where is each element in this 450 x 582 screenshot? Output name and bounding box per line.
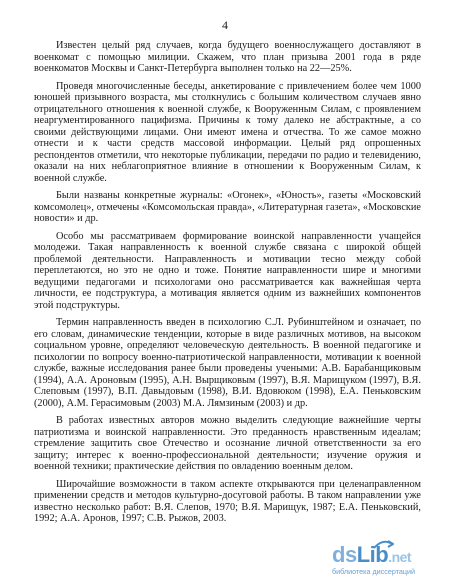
- paragraph-6: В работах известных авторов можно выделить следующие важнейшие черты патриотизма и воинской направленности. Это преданность нравственным идеалам; стремление защитить свое Отечество и осознание личной ответственности за его защиту; интерес к военно-профессиональной деятельности; изучение оружия и военной техники; практические действия по овладению военным делом.: [34, 415, 421, 472]
- logo-ds: ds: [332, 542, 357, 567]
- paragraph-1: Известен целый ряд случаев, когда будущего военнослужащего доставляют в военкомат с помощью милиции. Скажем, что план призыва 2001 года в ряде военкоматов Москвы и Санкт-Петербурга выполнен только на 22—25%.: [34, 40, 421, 74]
- paragraph-7: Широчайшие возможности в таком аспекте открываются при целенаправленном применении средств и методов культурно-досуговой работы. В таком направлении уже известно несколько работ: В.Я. Слепов, 1970; В.Я. Марищук, 1987; Е.А. Пеньковский, 1992; А.А. Аронов, 1997; С.В. Рыжов, 2003.: [34, 478, 421, 524]
- dslib-watermark[interactable]: [332, 542, 442, 578]
- paragraph-5: Термин направленность введен в психологию С.Л. Рубинштейном и означает, по его словам, динамические тенденции, которые в виде различных мотивов, на высоком социальном уровне, определяют человеческую деятельность. В военной педагогике и психологии по вопросу военно-патриотической направленности, мотивации к военной службе, важные исследования ранее были проведены учеными: А.В. Барабанщиковым (1994), А.А. Ароновым (1995), А.Н. Вырщиковым (1997), В.Я. Марищуком (1997), В.Я. Слеповым (1997), В.П. Давыдовым (1998), В.И. Вдовюком (1998), Е.А. Пеньковским (2000), А.М. Герасимовым (2003) М.А. Лямзиным (2003) и др.: [34, 317, 421, 409]
- paragraph-3: Были названы конкретные журналы: «Огонек», «Юность», газеты «Московский комсомолец», отмечены «Комсомольская правда», «Литературная газета», «Московские новости» и др.: [34, 190, 421, 224]
- document-body: [34, 40, 421, 531]
- dslib-logo: [332, 542, 411, 568]
- logo-lib: Lib: [356, 542, 389, 567]
- logo-net: .net: [388, 549, 412, 565]
- paragraph-4: Особо мы рассматриваем формирование воинской направленности учащейся молодежи. Такая направленность к военной службе связана с широкой общей проблемой деятельности. Направленность и мотивации тесно между собой переплетаются, но это не одно и тоже. Понятие направленности шире и многими ведущими педагогами и психологами оно рассматривается как важнейшая черта личности, ее подструктура, а мотивация является одним из важнейших компонентов этой подструктуры.: [34, 230, 421, 311]
- paragraph-2: Проведя многочисленные беседы, анкетирование с привлечением более чем 1000 юношей призывного возраста, мы столкнулись с большим количеством случаев явно отрицательного отношения к военной службе, к Вооруженным Силам, с проявлением неаргументированного пацифизма. Причины к тому далеко не абстрактные, а со своими действующими лицами. Они имеют имена и отчества. То же самое можно отнести и к части средств массовой информации. Целый ряд опрошенных респондентов отметили, что некоторые публикации, передачи по радио и телевидению, оказали на них неблагоприятное влияние в отношении к Вооруженным Силам, к военной службе.: [34, 80, 421, 184]
- watermark-caption: библиотека диссертаций: [332, 567, 416, 576]
- page-number: 4: [222, 18, 228, 32]
